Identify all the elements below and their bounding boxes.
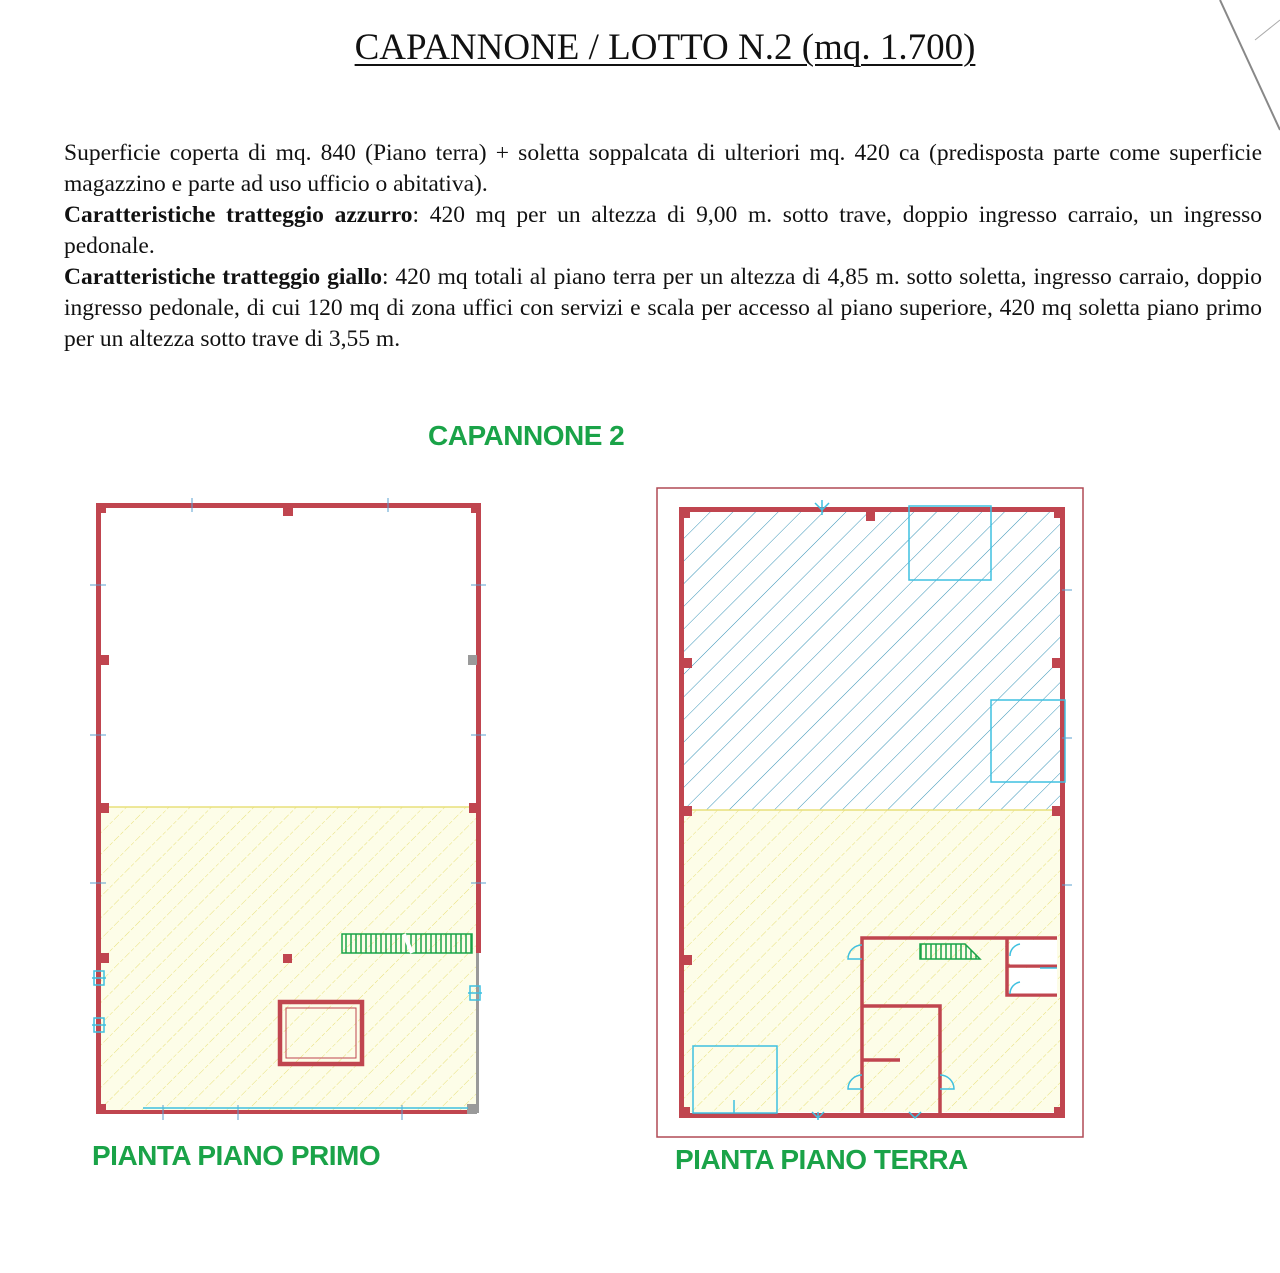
blue-hatch-text: : 420 mq per un altezza di 9,00 m. sotto trave, doppio ingresso carraio, un ingresso pedonale. bbox=[64, 202, 1263, 259]
first-floor-caption: PIANTA PIANO PRIMO bbox=[92, 1140, 381, 1171]
document-title: CAPANNONE / LOTTO N.2 (mq. 1.700) bbox=[354, 27, 976, 68]
first-floor-upper-area bbox=[100, 507, 477, 807]
ground-floor-caption: PIANTA PIANO TERRA bbox=[675, 1144, 968, 1175]
blue-hatch-label: Caratteristiche tratteggio azzurro bbox=[64, 202, 413, 228]
plan-title: CAPANNONE 2 bbox=[428, 420, 625, 451]
first-floor-right-wall-lower bbox=[476, 953, 479, 1113]
bathroom-2 bbox=[1010, 940, 1057, 965]
ground-floor-plan bbox=[657, 488, 1083, 1137]
first-floor-plan bbox=[90, 498, 486, 1120]
bathroom bbox=[1010, 968, 1057, 994]
ground-floor-blue-area bbox=[684, 512, 1060, 810]
ground-floor-yellow-area bbox=[684, 810, 1060, 1112]
first-floor-right-wall bbox=[476, 508, 481, 953]
paragraph-surface: Superficie coperta di mq. 840 (Piano terra) + soletta soppalcata di ulteriori mq. 420 ca (predisposta parte come superficie magazzino e parte ad uso ufficio o abitativa). bbox=[64, 140, 1262, 197]
yellow-hatch-label: Caratteristiche tratteggio giallo bbox=[64, 264, 382, 290]
yellow-hatch-text: : 420 mq totali al piano terra per un altezza di 4,85 m. sotto soletta, ingresso carraio, doppio ingresso pedonale, di cui 120 mq di zona uffici con servizi e scala per accesso al piano superiore, 420 mq soletta piano primo per un altezza sotto trave di 3,55 m. bbox=[64, 264, 1263, 352]
